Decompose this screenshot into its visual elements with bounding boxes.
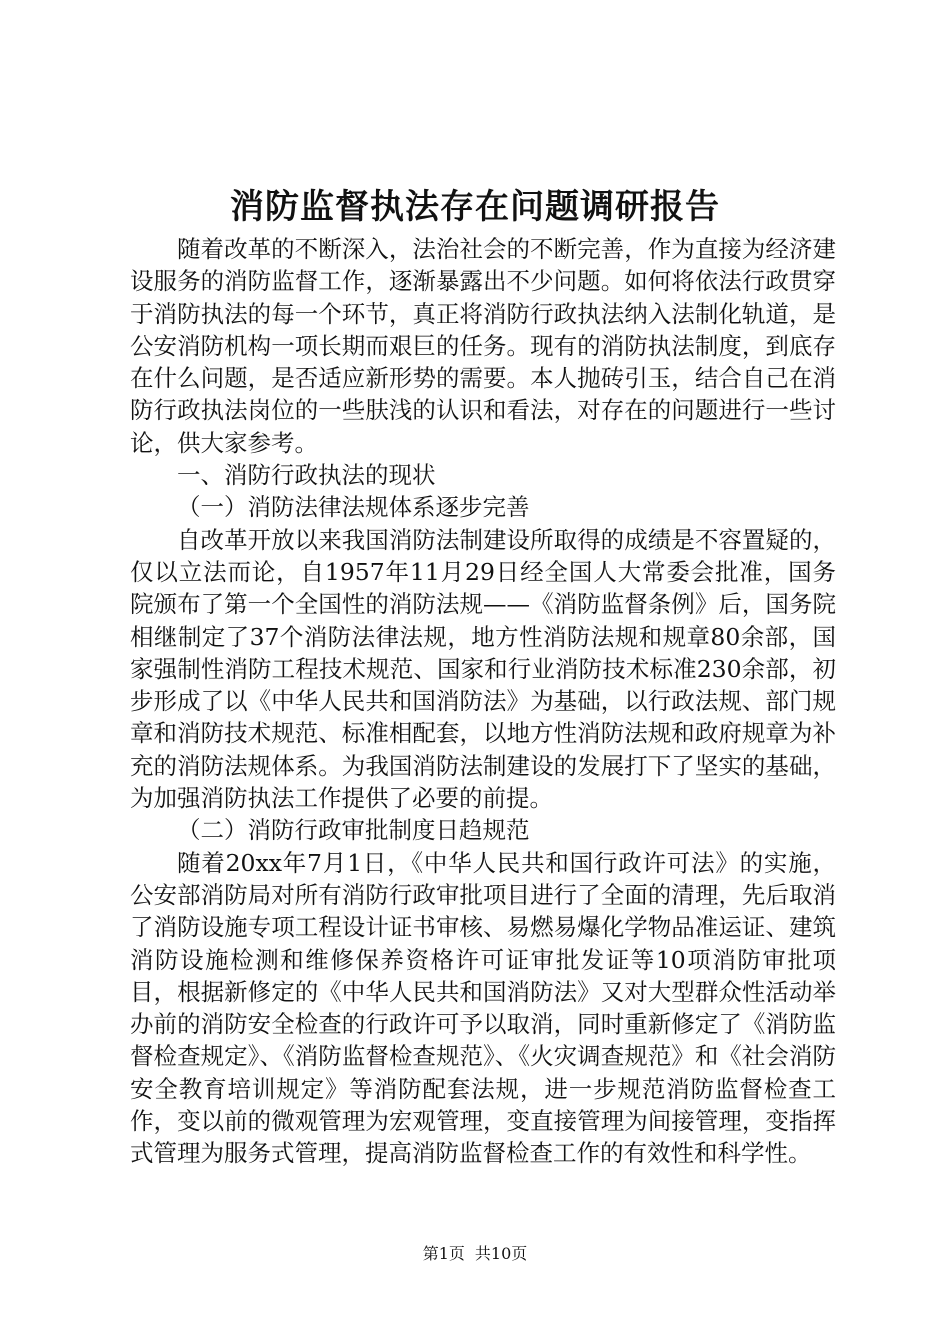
page-footer [0, 1242, 950, 1266]
intro-paragraph: 随着改革的不断深入，法治社会的不断完善，作为直接为经济建设服务的消防监督工作，逐渐暴露出不少问题。如何将依法行政贯穿于消防执法的每一个环节，真正将消防行政执法纳入法制化轨道，是公安消防机构一项长期而艰巨的任务。现有的消防执法制度，到底存在什么问题，是否适应新形势的需要。本人抛砖引玉，结合自己在消防行政执法岗位的一些肤浅的认识和看法，对存在的问题进行一些讨论，供大家参考。 [130, 235, 836, 457]
subsection-heading-2: （二）消防行政审批制度日趋规范 [177, 816, 530, 845]
section-heading-1: 一、消防行政执法的现状 [177, 461, 436, 490]
page-number: 第1页 [422, 1244, 465, 1263]
document-title: 消防监督执法存在问题调研报告 [230, 187, 720, 227]
document-body [130, 233, 836, 1170]
subsection-heading-1: （一）消防法律法规体系逐步完善 [177, 493, 530, 522]
body-paragraph-2: 随着20xx年7月1日，《中华人民共和国行政许可法》的实施，公安部消防局对所有消防行政审批项目进行了全面的清理，先后取消了消防设施专项工程设计证书审核、易燃易爆化学物品准运证、建筑消防设施检测和维修保养资格许可证审批发证等10项消防审批项目，根据新修定的《中华人民共和国消防法》又对大型群众性活动举办前的消防安全检查的行政许可予以取消，同时重新修定了《消防监督检查规定》、《消防监督检查规范》、《火灾调查规范》和《社会消防安全教育培训规定》等消防配套法规，进一步规范消防监督检查工作，变以前的微观管理为宏观管理，变直接管理为间接管理，变指挥式管理为服务式管理，提高消防监督检查工作的有效性和科学性。 [130, 848, 836, 1168]
body-paragraph-1: 自改革开放以来我国消防法制建设所取得的成绩是不容置疑的，仅以立法而论，自1957年11月29日经全国人大常委会批准，国务院颁布了第一个全国性的消防法规——《消防监督条例》后，国务院相继制定了37个消防法律法规，地方性消防法规和规章80余部，国家强制性消防工程技术规范、国家和行业消防技术标准230余部，初步形成了以《中华人民共和国消防法》为基础，以行政法规、部门规章和消防技术规范、标准相配套，以地方性消防法规和政府规章为补充的消防法规体系。为我国消防法制建设的发展打下了坚实的基础，为加强消防执法工作提供了必要的前提。 [130, 525, 836, 813]
page-total: 共10页 [474, 1244, 528, 1263]
